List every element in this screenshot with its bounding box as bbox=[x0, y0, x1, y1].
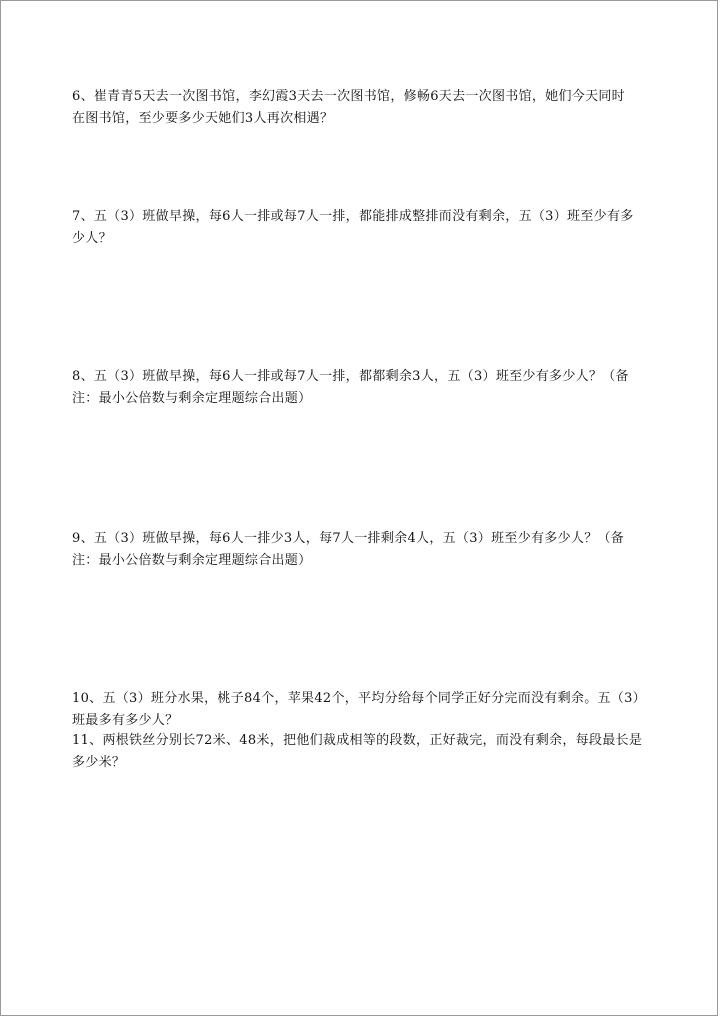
question-9-line-2: 注：最小公倍数与剩余定理题综合出题） bbox=[72, 553, 312, 568]
question-9 bbox=[72, 528, 652, 572]
question-10-line-2: 班最多有多少人？ bbox=[72, 713, 179, 728]
question-8-line-2: 注：最小公倍数与剩余定理题综合出题） bbox=[72, 391, 312, 406]
question-9-line-1: 9、五（3）班做早操，每6人一排少3人，每7人一排剩余4人，五（3）班至少有多少人？（备 bbox=[72, 531, 625, 546]
question-7-line-1: 7、五（3）班做早操，每6人一排或每7人一排，都能排成整排而没有剩余，五（3）班至少有多 bbox=[72, 209, 634, 224]
question-7-line-2: 少人？ bbox=[72, 231, 112, 246]
question-6-line-1: 6、崔青青5天去一次图书馆，李幻霞3天去一次图书馆，修畅6天去一次图书馆，她们今天同时 bbox=[72, 89, 625, 104]
question-7 bbox=[72, 206, 652, 250]
question-8-line-1: 8、五（3）班做早操，每6人一排或每7人一排，都都剩余3人，五（3）班至少有多少人？（备 bbox=[72, 369, 629, 384]
question-6 bbox=[72, 86, 652, 130]
question-10-line-1: 10、五（3）班分水果，桃子84个，苹果42个，平均分给每个同学正好分完而没有剩余。五（3） bbox=[72, 691, 646, 706]
question-10 bbox=[72, 688, 652, 732]
question-11 bbox=[72, 730, 652, 774]
question-8 bbox=[72, 366, 652, 410]
question-11-line-2: 多少米？ bbox=[72, 755, 126, 770]
question-6-line-2: 在图书馆，至少要多少天她们3人再次相遇？ bbox=[72, 111, 334, 126]
question-11-line-1: 11、两根铁丝分别长72米、48米，把他们裁成相等的段数，正好裁完，而没有剩余，每段最长是 bbox=[72, 733, 643, 748]
